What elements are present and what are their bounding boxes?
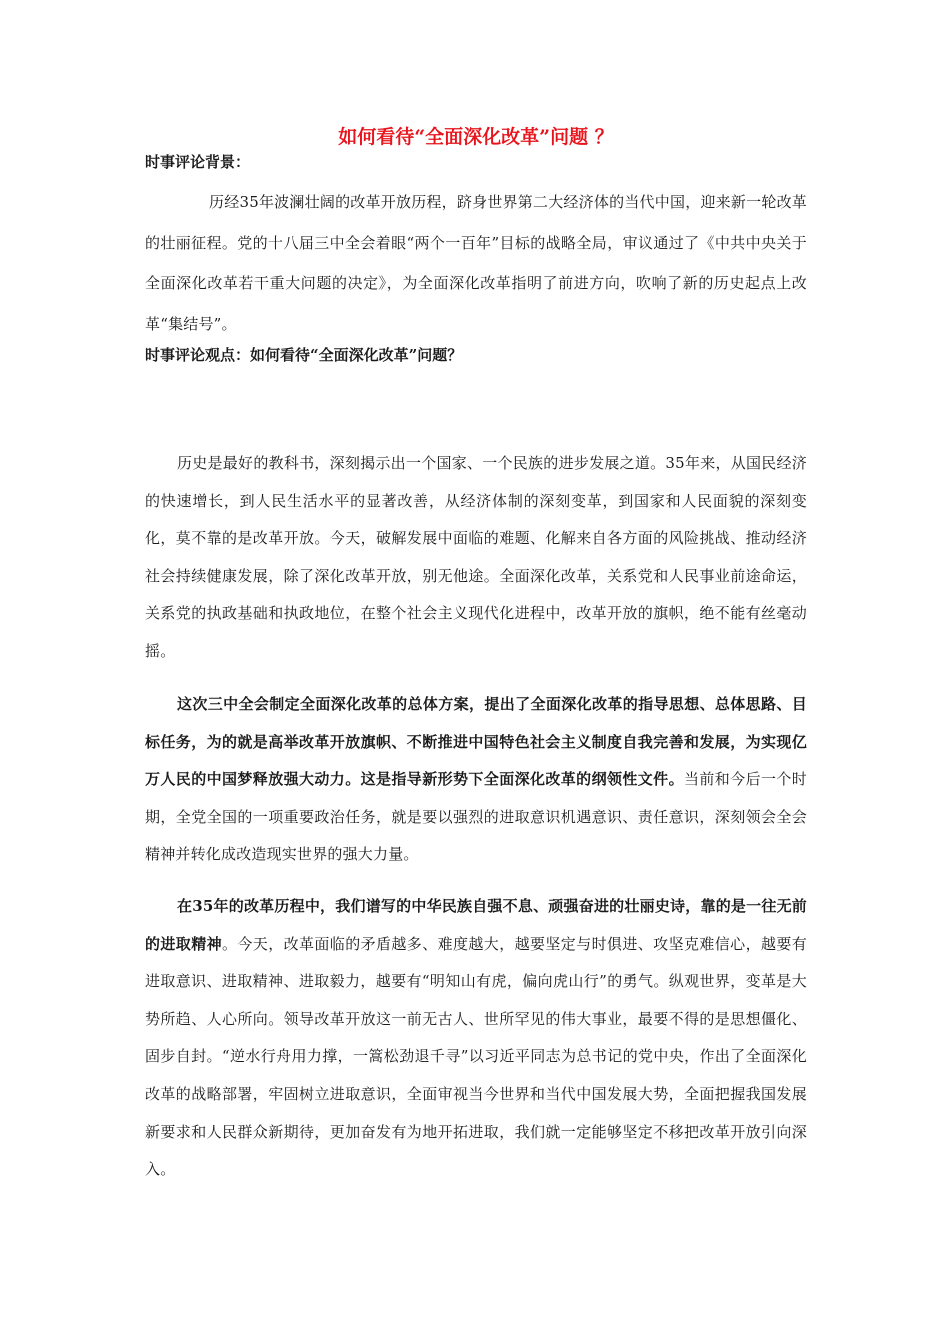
- viewpoint-heading: 时事评论观点：如何看待“全面深化改革”问题？: [145, 346, 463, 364]
- paragraph-3-text: 。今天，改革面临的矛盾越多、难度越大，越要坚定与时俱进、攻坚克难信心，越要有进取意识、进取精神、进取毅力，越要有“明知山有虎，偏向虎山行”的勇气。纵观世界，变革是大势所趋、人心所向。领导改革开放这一前无古人、世所罕见的伟大事业，最要不得的是思想僵化、固步自封。“逆水行舟用力撑，一篙松劲退千寻”以习近平同志为总书记的党中央，作出了全面深化改革的战略部署，牢固树立进取意识，全面审视当今世界和当代中国发展大势，全面把握我国发展新要求和人民群众新期待，更加奋发有为地开拓进取，我们就一定能够坚定不移把改革开放引向深入。: [145, 934, 807, 1179]
- paragraph-2-emphasis: 这次三中全会制定全面深化改革的总体方案，提出了全面深化改革的指导思想、总体思路、目标任务，为的就是高举改革开放旗帜、不断推进中国特色社会主义制度自我完善和发展，为实现亿万人民的中国梦释放强大动力。这是指导新形势下全面深化改革的纲领性文件。: [145, 695, 807, 789]
- body-paragraph-2: [145, 686, 807, 874]
- body-paragraph-1: 历史是最好的教科书，深刻揭示出一个国家、一个民族的进步发展之道。35年来，从国民经济的快速增长，到人民生活水平的显著改善，从经济体制的深刻变革，到国家和人民面貌的深刻变化，莫不靠的是改革开放。今天，破解发展中面临的难题、化解来自各方面的风险挑战、推动经济社会持续健康发展，除了深化改革开放，别无他途。全面深化改革，关系党和人民事业前途命运，关系党的执政基础和执政地位，在整个社会主义现代化进程中，改革开放的旗帜，绝不能有丝毫动摇。: [145, 454, 807, 660]
- document-title: 如何看待“全面深化改革”问题 ？: [338, 126, 614, 148]
- background-heading: 时事评论背景：: [145, 153, 251, 171]
- paragraph-2-text: 当前和今后一个时期，全党全国的一项重要政治任务，就是要以强烈的进取意识机遇意识、责任意识，深刻领会全会精神并转化成改造现实世界的强大力量。: [145, 770, 807, 864]
- paragraph-3-emphasis: 在35年的改革历程中，我们谱写的中华民族自强不息、顽强奋进的壮丽史诗，靠的是一往无前的进取精神: [145, 897, 807, 953]
- body-paragraph-3: [145, 888, 807, 1189]
- background-paragraph: 历经35年波澜壮阔的改革开放历程，跻身世界第二大经济体的当代中国，迎来新一轮改革的壮丽征程。党的十八届三中全会着眼“两个一百年”目标的战略全局，审议通过了《中共中央关于全面深化改革若干重大问题的决定》，为全面深化改革指明了前进方向，吹响了新的历史起点上改革“集结号”。: [145, 193, 807, 333]
